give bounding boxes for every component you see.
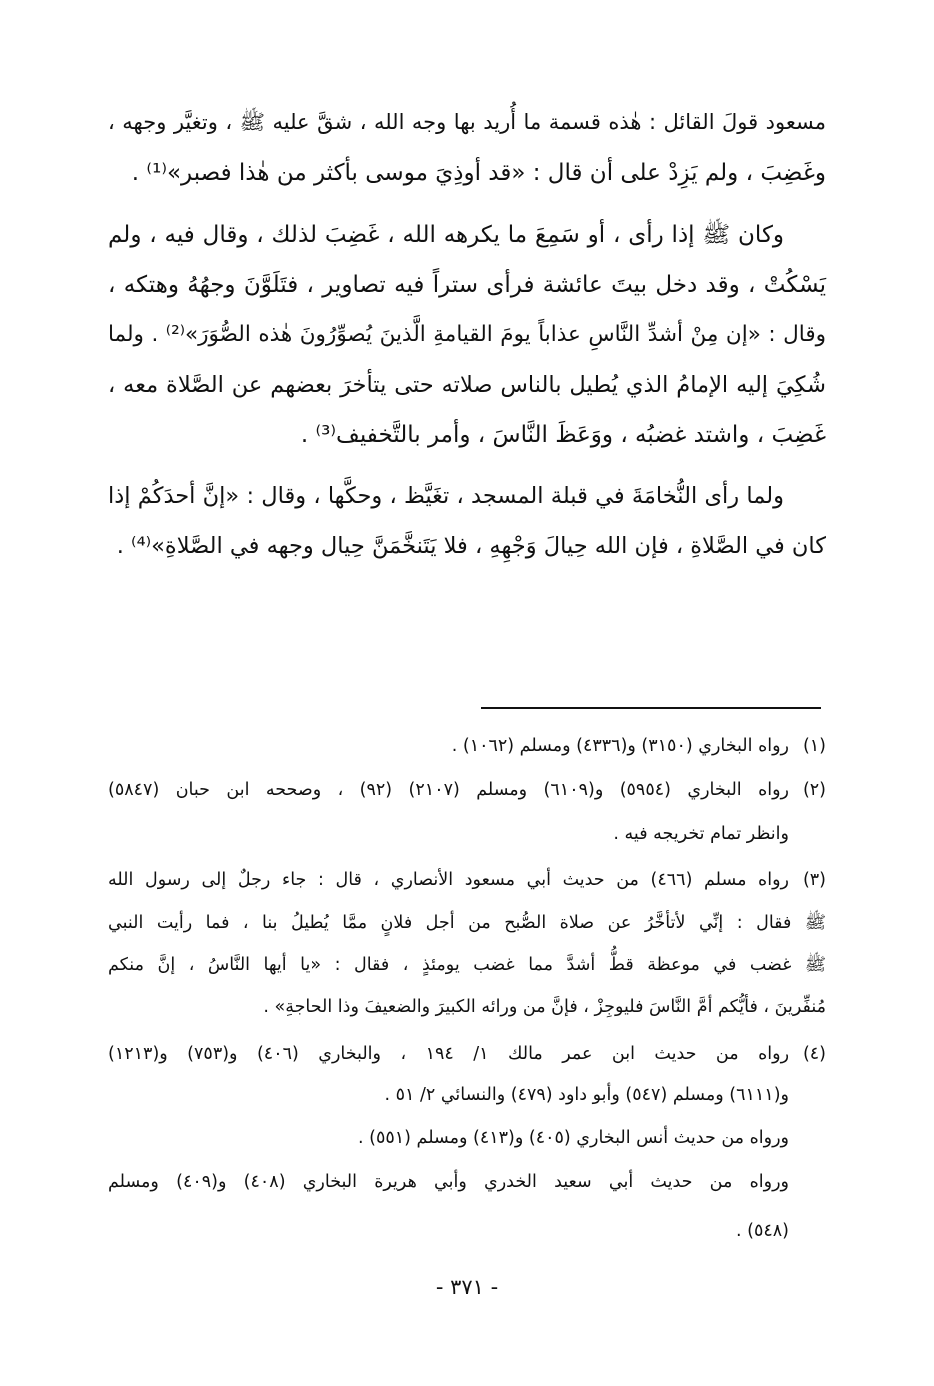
footnote-line: رواه مسلم (٤٦٦) من حديث أبي مسعود الأنصاري ، قال : جاء رجلٌ إلى رسول الله — [108, 870, 789, 890]
body-line: كان في الصَّلاةِ ، فإن الله حِيالَ وَجْهِهِ ، فلا يَتَنخَّمَنَّ حِيال وجهه في الصَّلاةِ»⁽⁴⁾ . — [116, 533, 826, 559]
body-line: وكان ﷺ إذا رأى ، أو سَمِعَ ما يكرهه الله ، غَضِبَ لذلك ، وقال فيه ، ولم — [108, 222, 784, 248]
footnote-line: ورواه من حديث أنس البخاري (٤٠٥) و(٤١٣) ومسلم (٥٥١) . — [358, 1128, 789, 1148]
body-line: يَسْكُتْ ، وقد دخل بيتَ عائشة فرأى ستراً فيه تصاوير ، فتَلَوَّنَ وجهُهُ وهتكه ، — [108, 272, 826, 298]
body-line: وغَضِبَ ، ولم يَزِدْ على أن قال : «قد أوذِيَ موسى بأكثر من هٰذا فصبر»⁽¹⁾ . — [131, 160, 826, 186]
body-line: شُكِيَ إليه الإمامُ الذي يُطيل بالناس صلاته حتى يتأخرَ بعضهم عن الصَّلاة معه ، — [108, 372, 826, 398]
footnote-number: (٢) — [802, 780, 826, 800]
footnote-separator — [481, 707, 821, 709]
footnote-line: (٥٤٨) . — [736, 1221, 789, 1241]
footnote-line: و(٦١١١) ومسلم (٥٤٧) وأبو داود (٤٧٩) والنسائي ٢/ ٥١ . — [384, 1085, 789, 1105]
footnote-number: (١) — [802, 736, 826, 756]
footnote-line: وانظر تمام تخريجه فيه . — [613, 824, 789, 844]
body-line: غَضِبَ ، واشتد غضبُه ، ووَعَظَ النَّاسَ ، وأمر بالتَّخفيف⁽³⁾ . — [300, 422, 826, 448]
body-line: وقال : «إن مِنْ أشدِّ النَّاسِ عذاباً يومَ القيامةِ الَّذينَ يُصوِّرُونَ هٰذه الصُّوَرَ»⁽²⁾ . ولما — [108, 322, 826, 347]
footnote-line: رواه البخاري (٣١٥٠) و(٤٣٣٦) ومسلم (١٠٦٢) . — [451, 736, 789, 756]
body-line: مسعود قولَ القائل : هٰذه قسمة ما أُريد بها وجه الله ، شقَّ عليه ﷺ ، وتغيَّر وجهه ، — [108, 110, 826, 134]
footnote-line: ﷺ غضب في موعظة قطُّ أشدَّ مما غضب يومئذٍ ، فقال : «يا أيها النَّاسُ ، إنَّ منكم — [108, 955, 826, 975]
footnote-line: رواه البخاري (٥٩٥٤) و(٦١٠٩) ومسلم (٢١٠٧) (٩٢) ، وصححه ابن حبان (٥٨٤٧) — [108, 780, 789, 800]
body-line: ولما رأى النُّخامَةَ في قبلة المسجد ، تغَيَّظ ، وحكَّها ، وقال : «إنَّ أحدَكُمْ إذا — [108, 483, 784, 509]
footnote-number: (٤) — [802, 1044, 826, 1064]
footnote-line: مُنفِّرينَ ، فأيُّكم أمَّ النَّاسَ فليوجِزْ ، فإنَّ من ورائه الكبيرَ والضعيفَ وذا الحاجةِ» . — [263, 997, 826, 1017]
footnote-line: رواه من حديث ابن عمر مالك ١/ ١٩٤ ، والبخاري (٤٠٦) و(٧٥٣) و(١٢١٣) — [108, 1044, 790, 1064]
page-number: - ٣٧١ - — [435, 1275, 499, 1299]
footnote-number: (٣) — [802, 870, 826, 890]
footnote-line: ورواه من حديث أبي سعيد الخدري وأبي هريرة البخاري (٤٠٨) و(٤٠٩) ومسلم — [108, 1172, 789, 1192]
footnote-line: ﷺ فقال : إنِّي لأتأخَّرُ عن صلاة الصُّبح من أجل فلانٍ ممَّا يُطيلُ بنا ، فما رأيت النبي — [108, 913, 826, 933]
